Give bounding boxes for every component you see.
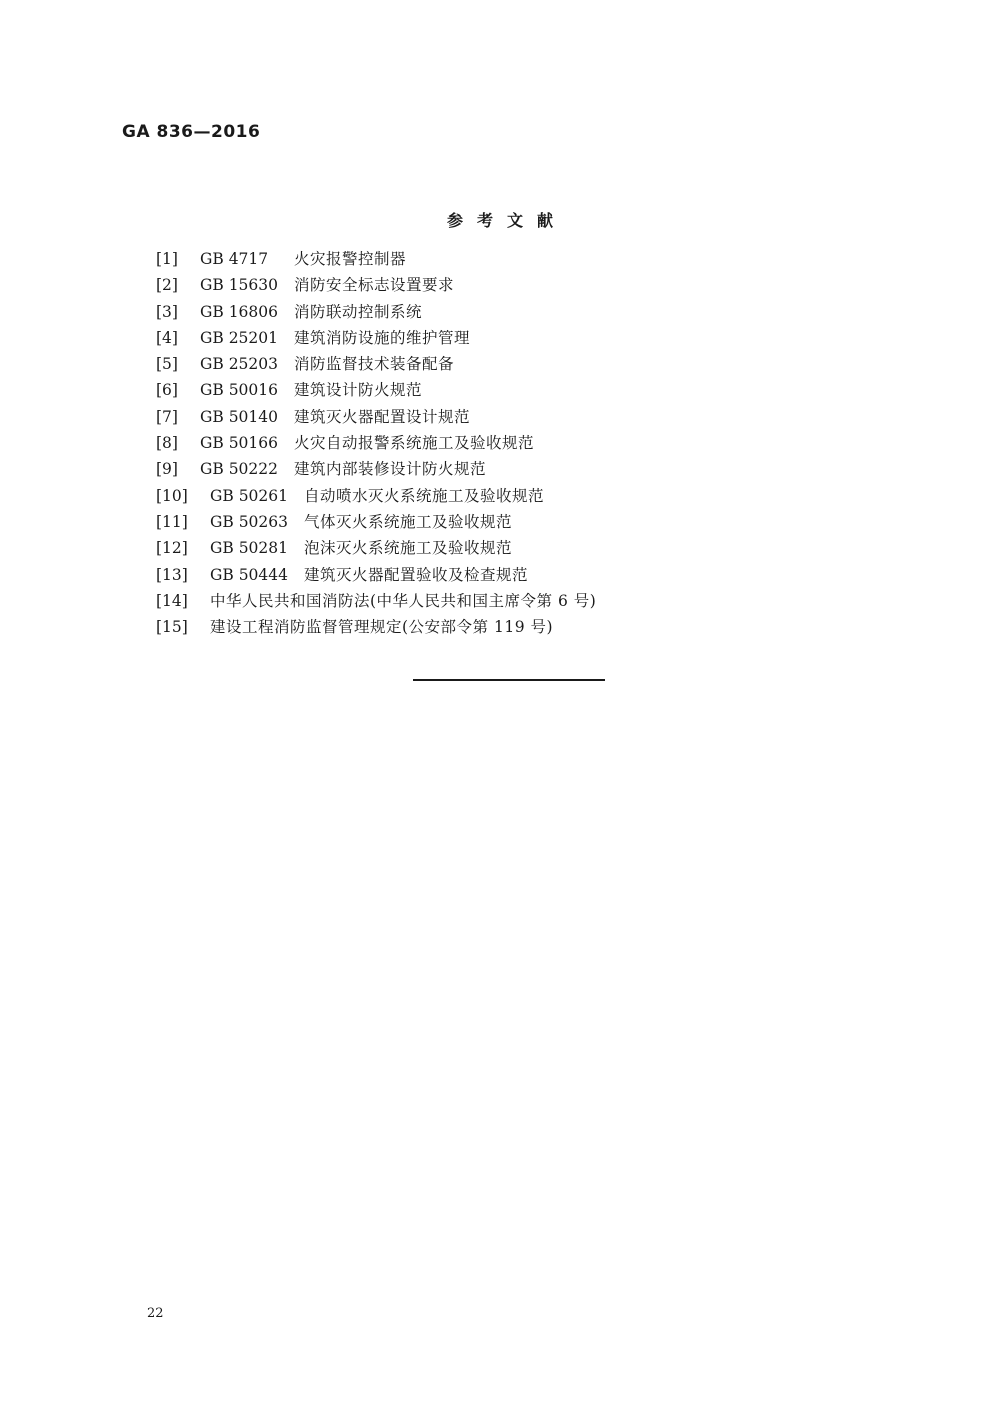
- reference-number: [9]: [156, 460, 178, 479]
- reference-item: [156, 246, 596, 272]
- reference-code: GB 25201: [200, 328, 279, 347]
- reference-code: GB 50166: [200, 434, 279, 453]
- reference-code: GB 50263: [210, 512, 289, 531]
- reference-title: 消防安全标志设置要求: [294, 276, 455, 295]
- reference-title: 火灾自动报警系统施工及验收规范: [294, 434, 535, 453]
- reference-item: [156, 299, 596, 325]
- reference-code: GB 4717: [200, 250, 269, 268]
- reference-item: [156, 325, 596, 351]
- reference-title: 消防联动控制系统: [294, 302, 423, 321]
- reference-title: 气体灭火系统施工及验收规范: [304, 512, 513, 531]
- reference-number: [6]: [156, 381, 178, 400]
- reference-code: GB 25203: [200, 355, 279, 374]
- reference-number: [13]: [156, 565, 188, 584]
- reference-title: 中华人民共和国消防法(中华人民共和国主席令第 6 号): [210, 591, 597, 610]
- page-number: 22: [147, 1306, 164, 1321]
- reference-list: [156, 246, 596, 640]
- reference-item: [156, 377, 596, 403]
- reference-item: [156, 483, 596, 509]
- reference-code: GB 50140: [200, 407, 279, 426]
- reference-item: [156, 351, 596, 377]
- reference-item: [156, 272, 596, 298]
- reference-code: GB 16806: [200, 302, 279, 321]
- reference-title: 建设工程消防监督管理规定(公安部令第 119 号): [210, 618, 554, 637]
- reference-title: 建筑灭火器配置设计规范: [294, 407, 471, 426]
- reference-title: 消防监督技术装备配备: [294, 355, 455, 374]
- reference-code: GB 15630: [200, 276, 279, 295]
- reference-item: [156, 614, 596, 640]
- reference-number: [10]: [156, 486, 188, 505]
- reference-item: [156, 456, 596, 482]
- reference-title: 建筑设计防火规范: [294, 381, 423, 400]
- reference-number: [15]: [156, 618, 188, 637]
- reference-number: [4]: [156, 328, 178, 347]
- reference-title: 自动喷水灭火系统施工及验收规范: [304, 486, 545, 505]
- reference-number: [7]: [156, 407, 178, 426]
- reference-title: 泡沫灭火系统施工及验收规范: [304, 539, 513, 558]
- reference-code: GB 50444: [210, 565, 289, 584]
- reference-item: [156, 430, 596, 456]
- reference-code: GB 50016: [200, 381, 279, 400]
- reference-number: [12]: [156, 539, 188, 558]
- reference-number: [2]: [156, 276, 178, 295]
- end-rule: [413, 679, 605, 681]
- reference-code: GB 50222: [200, 460, 279, 479]
- reference-number: [1]: [156, 250, 178, 268]
- references-title: 参考文献: [446, 211, 567, 230]
- reference-title: 建筑消防设施的维护管理: [294, 328, 471, 347]
- standard-code: GA 836—2016: [122, 122, 261, 142]
- reference-item: [156, 588, 596, 614]
- reference-number: [3]: [156, 302, 178, 321]
- reference-title: 建筑灭火器配置验收及检查规范: [304, 565, 529, 584]
- reference-item: [156, 404, 596, 430]
- reference-number: [14]: [156, 591, 188, 610]
- reference-number: [5]: [156, 355, 178, 374]
- reference-code: GB 50261: [210, 486, 289, 505]
- reference-title: 建筑内部装修设计防火规范: [294, 460, 487, 479]
- reference-code: GB 50281: [210, 539, 289, 558]
- reference-title: 火灾报警控制器: [294, 250, 407, 268]
- reference-item: [156, 562, 596, 588]
- reference-item: [156, 535, 596, 561]
- reference-number: [8]: [156, 434, 178, 453]
- reference-number: [11]: [156, 512, 188, 531]
- reference-item: [156, 509, 596, 535]
